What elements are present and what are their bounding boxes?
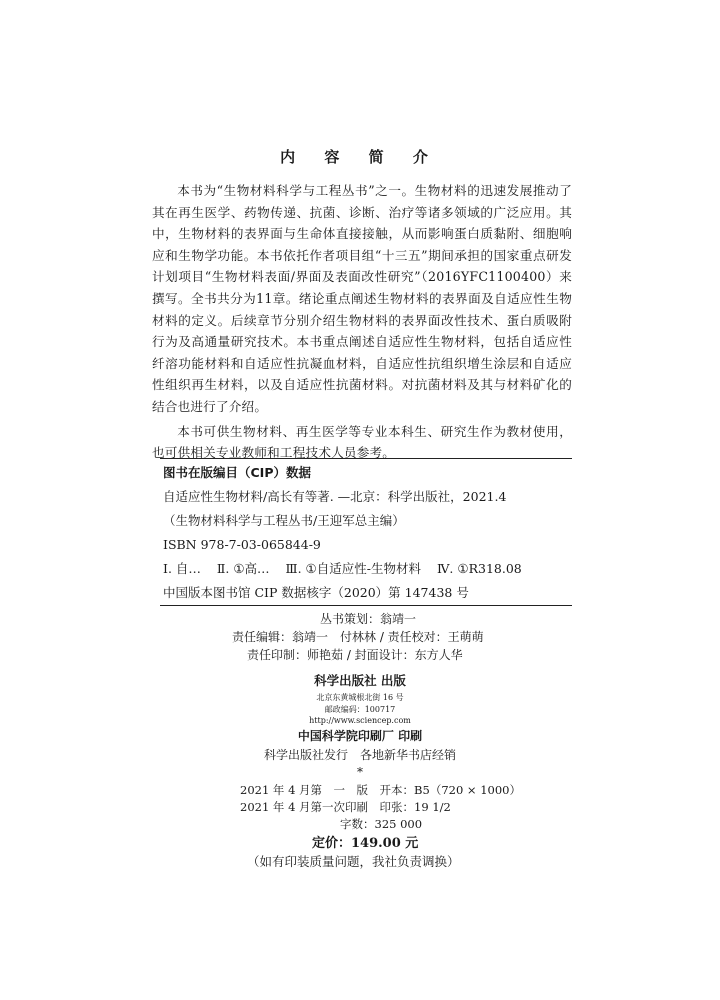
- cip-class-2: Ⅱ. ①高…: [216, 561, 270, 576]
- series-planning: 丛书策划：翁靖一: [320, 612, 417, 626]
- cip-data-block: [163, 461, 573, 605]
- cip-isbn: ISBN 978-7-03-065844-9: [163, 537, 321, 552]
- cip-series: （生物材料科学与工程丛书/王迎军总主编）: [163, 513, 405, 528]
- publisher-address: 北京东黄城根北街 16 号: [316, 693, 404, 702]
- intro-paragraph-1: 本书为“生物材料科学与工程丛书”之一。生物材料的迅速发展推动了其在再生医学、药物传递、抗菌、诊断、治疗等诸多领域的广泛应用。其中，生物材料的表界面与生命体直接接触，从而影响蛋白质黏附、细胞响应和生物学功能。本书依托作者项目组“十三五”期间承担的国家重点研发计划项目“生物材料表面/界面及表面改性研究”（2016YFC1100400）来撰写。全书共分为11章。绪论重点阐述生物材料的表界面及自适应性生物材料的定义。后续章节分别介绍生物材料的表界面改性技术、蛋白质吸附行为及高通量研究技术。本书重点阐述自适应性生物材料，包括自适应性纤溶功能材料和自适应性抗凝血材料，自适应性抗组织增生涂层和自适应性组织再生材料，以及自适应性抗菌材料。对抗菌材料及其与材料矿化的结合也进行了介绍。: [152, 183, 572, 414]
- distribution-line: 科学出版社发行 各地新华书店经销: [263, 748, 456, 762]
- price: 定价：149.00 元: [312, 836, 419, 851]
- cip-bibliographic: 自适应性生物材料/高长有等著. —北京：科学出版社，2021.4: [163, 489, 507, 504]
- publisher-postcode: 邮政编码：100717: [324, 705, 396, 714]
- cip-heading: 图书在版编目（CIP）数据: [163, 465, 311, 480]
- edition-line: 2021 年 4 月第 一 版 开本：B5（720 × 1000）: [240, 783, 521, 797]
- page-title: 内 容 简 介: [280, 148, 440, 166]
- divider-top: [160, 458, 572, 459]
- intro-paragraph-2: 本书可供生物材料、再生医学等专业本科生、研究生作为教材使用，也可供相关专业教师和工程技术人员参考。: [152, 423, 572, 461]
- cip-classification: [163, 557, 573, 581]
- cip-record: 中国版本图书馆 CIP 数据核字（2020）第 147438 号: [163, 585, 469, 600]
- printing-line: 2021 年 4 月第一次印刷 印张：19 1/2: [240, 800, 451, 814]
- publisher-url: http://www.sciencep.com: [309, 716, 411, 725]
- word-count: 字数：325 000: [340, 817, 423, 831]
- publisher-name: 科学出版社 出版: [314, 673, 406, 688]
- separator-asterisk: *: [357, 765, 363, 779]
- cip-class-1: Ⅰ. 自…: [163, 561, 201, 576]
- print-and-cover: 责任印制：师艳茹 / 封面设计：东方人华: [247, 648, 463, 662]
- quality-notice: （如有印装质量问题，我社负责调换）: [247, 854, 460, 869]
- cip-class-4: Ⅳ. ①R318.08: [436, 561, 522, 576]
- intro-section: [152, 180, 572, 464]
- printer-name: 中国科学院印刷厂 印刷: [297, 729, 423, 743]
- responsible-editors: 责任编辑：翁靖一 付林林 / 责任校对：王萌萌: [232, 630, 484, 644]
- cip-class-3: Ⅲ. ①自适应性-生物材料: [285, 561, 421, 576]
- divider-bottom: [160, 605, 572, 606]
